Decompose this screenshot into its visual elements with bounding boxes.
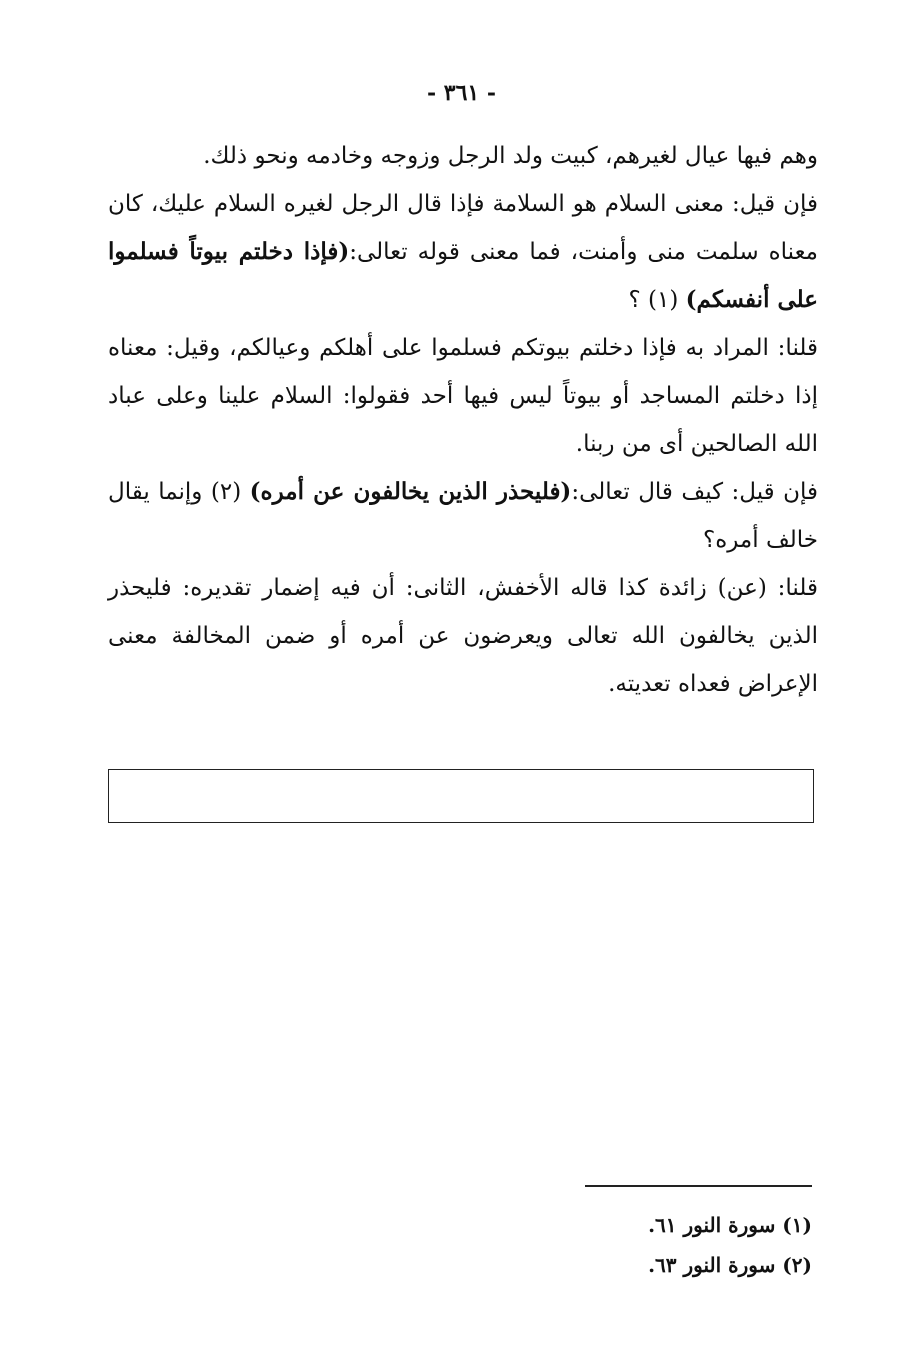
answer-text: قلنا: المراد به فإذا دخلتم بيوتكم فسلموا على أهلكم وعيالكم، وقيل: معناه إذا دخلتم المساجد أو بيوتاً ليس فيها أحد فقولوا: السلام علينا وعلى عباد الله الصالحين أى من ربنا. (108, 335, 818, 457)
paragraph-question-yukhalifun (108, 468, 818, 564)
question-text: فإن قيل: كيف قال تعالى: (571, 479, 818, 505)
quran-quote: (فإذا دخلتم بيوتاً فسلموا على أنفسكم) (108, 238, 818, 313)
empty-frame-box (108, 769, 814, 823)
paragraph-answer-salam (108, 324, 818, 468)
footnote-reference: (١) ؟ (628, 287, 686, 313)
question-text: فإن قيل: معنى السلام هو السلامة فإذا قال الرجل لغيره السلام عليك، كان معناه سلمت منى وأمنت، فما معنى قوله تعالى: (108, 191, 818, 265)
paragraph-greeting-context (108, 132, 818, 180)
answer-text: قلنا: (عن) زائدة كذا قاله الأخفش، الثانى: أن فيه إضمار تقديره: فليحذر الذين يخالفون الله تعالى ويعرضون عن أمره أو ضمن المخالفة معنى الإعراض فعداه تعديته. (108, 575, 818, 697)
body-text (108, 132, 818, 708)
quran-quote: (فليحذر الذين يخالفون عن أمره) (249, 478, 572, 505)
footnote-reference: (٢) وإنما يقال خالف أمره؟ (108, 479, 818, 553)
footnote-2: (٢) سورة النور ٦٣. (648, 1253, 812, 1277)
paragraph-question-salam (108, 180, 818, 324)
paragraph-answer-yukhalifun (108, 564, 818, 708)
page-number: - ٣٦١ - (426, 80, 497, 106)
footnotes (520, 1205, 812, 1285)
footnote-1: (١) سورة النور ٦١. (648, 1213, 812, 1237)
footnote-divider (585, 1185, 812, 1187)
paragraph-text: وهم فيها عيال لغيرهم، كبيت ولد الرجل وزوجه وخادمه ونحو ذلك. (203, 143, 818, 169)
